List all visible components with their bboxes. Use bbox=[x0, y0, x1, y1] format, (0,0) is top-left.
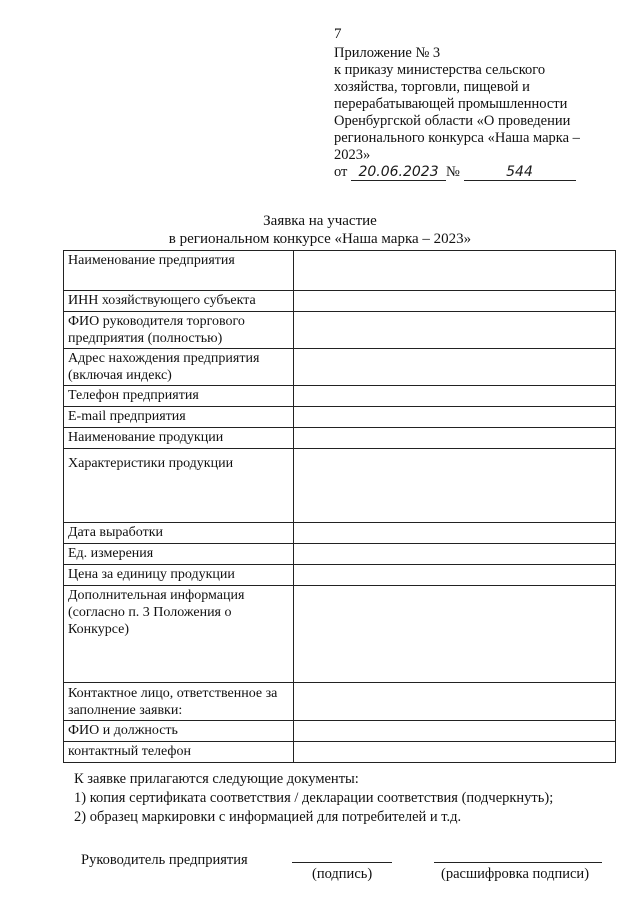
attachment-item-1: 1) копия сертификата соответствия / декларации соответствия (подчеркнуть); bbox=[74, 790, 554, 806]
row-label: Наименование предприятия bbox=[64, 251, 294, 291]
signature-line[interactable] bbox=[292, 862, 392, 863]
row-label: Телефон предприятия bbox=[64, 386, 294, 407]
row-label: ФИО руководителя торгового предприятия (полностью) bbox=[64, 312, 294, 349]
appendix-block bbox=[334, 45, 624, 164]
row-value-field[interactable] bbox=[294, 565, 616, 586]
row-label: ИНН хозяйствующего субъекта bbox=[64, 291, 294, 312]
row-value-field[interactable] bbox=[294, 349, 616, 386]
order-reference bbox=[334, 164, 576, 181]
row-value-field[interactable] bbox=[294, 683, 616, 721]
application-form-table bbox=[63, 250, 616, 763]
page-number: 7 bbox=[334, 26, 342, 42]
table-row bbox=[64, 586, 616, 683]
table-row bbox=[64, 251, 616, 291]
row-value-field[interactable] bbox=[294, 312, 616, 349]
row-label: Наименование продукции bbox=[64, 428, 294, 449]
row-label: Характеристики продукции bbox=[64, 449, 294, 523]
order-date: 20.06.2023 bbox=[351, 164, 446, 181]
table-row bbox=[64, 349, 616, 386]
row-value-field[interactable] bbox=[294, 407, 616, 428]
table-row bbox=[64, 721, 616, 742]
row-value-field[interactable] bbox=[294, 251, 616, 291]
row-value-field[interactable] bbox=[294, 428, 616, 449]
signature-caption: (подпись) bbox=[312, 866, 373, 882]
table-row bbox=[64, 312, 616, 349]
table-row bbox=[64, 683, 616, 721]
row-label: E-mail предприятия bbox=[64, 407, 294, 428]
appendix-line: хозяйства, торговли, пищевой и bbox=[334, 79, 530, 95]
row-value-field[interactable] bbox=[294, 523, 616, 544]
row-label: Адрес нахождения предприятия (включая индекс) bbox=[64, 349, 294, 386]
table-row bbox=[64, 523, 616, 544]
row-value-field[interactable] bbox=[294, 291, 616, 312]
order-number-label: № bbox=[446, 164, 460, 180]
appendix-line: Приложение № 3 bbox=[334, 45, 441, 61]
form-title-line-2: в региональном конкурсе «Наша марка – 2023» bbox=[168, 231, 472, 247]
row-label: контактный телефон bbox=[64, 742, 294, 763]
appendix-line: Оренбургской области «О проведении bbox=[334, 113, 571, 129]
attachment-item-2: 2) образец маркировки с информацией для потребителей и т.д. bbox=[74, 809, 462, 825]
table-row bbox=[64, 449, 616, 523]
row-value-field[interactable] bbox=[294, 742, 616, 763]
attachments-block bbox=[74, 770, 553, 827]
row-value-field[interactable] bbox=[294, 449, 616, 523]
appendix-line: к приказу министерства сельского bbox=[334, 62, 546, 78]
row-value-field[interactable] bbox=[294, 721, 616, 742]
row-label: Цена за единицу продукции bbox=[64, 565, 294, 586]
table-row bbox=[64, 386, 616, 407]
order-from-label: от bbox=[334, 164, 348, 180]
row-label: Дата выработки bbox=[64, 523, 294, 544]
row-label: Ед. измерения bbox=[64, 544, 294, 565]
form-title bbox=[0, 212, 640, 248]
table-row bbox=[64, 742, 616, 763]
signature-decode-caption: (расшифровка подписи) bbox=[441, 866, 590, 882]
row-label: ФИО и должность bbox=[64, 721, 294, 742]
form-title-line-1: Заявка на участие bbox=[263, 213, 377, 229]
table-row bbox=[64, 428, 616, 449]
signature-decode-line[interactable] bbox=[434, 862, 602, 863]
row-value-field[interactable] bbox=[294, 544, 616, 565]
table-row bbox=[64, 565, 616, 586]
appendix-line: 2023» bbox=[334, 147, 371, 163]
table-row bbox=[64, 291, 616, 312]
row-value-field[interactable] bbox=[294, 586, 616, 683]
appendix-line: регионального конкурса «Наша марка – bbox=[334, 130, 580, 146]
row-label: Контактное лицо, ответственное за заполнение заявки: bbox=[64, 683, 294, 721]
table-row bbox=[64, 544, 616, 565]
appendix-line: перерабатывающей промышленности bbox=[334, 96, 568, 112]
order-number: 544 bbox=[464, 164, 576, 181]
attachments-intro: К заявке прилагаются следующие документы: bbox=[74, 771, 359, 787]
row-label: Дополнительная информация (согласно п. 3 Положения о Конкурсе) bbox=[64, 586, 294, 683]
row-value-field[interactable] bbox=[294, 386, 616, 407]
table-row bbox=[64, 407, 616, 428]
signature-label: Руководитель предприятия bbox=[81, 852, 248, 868]
